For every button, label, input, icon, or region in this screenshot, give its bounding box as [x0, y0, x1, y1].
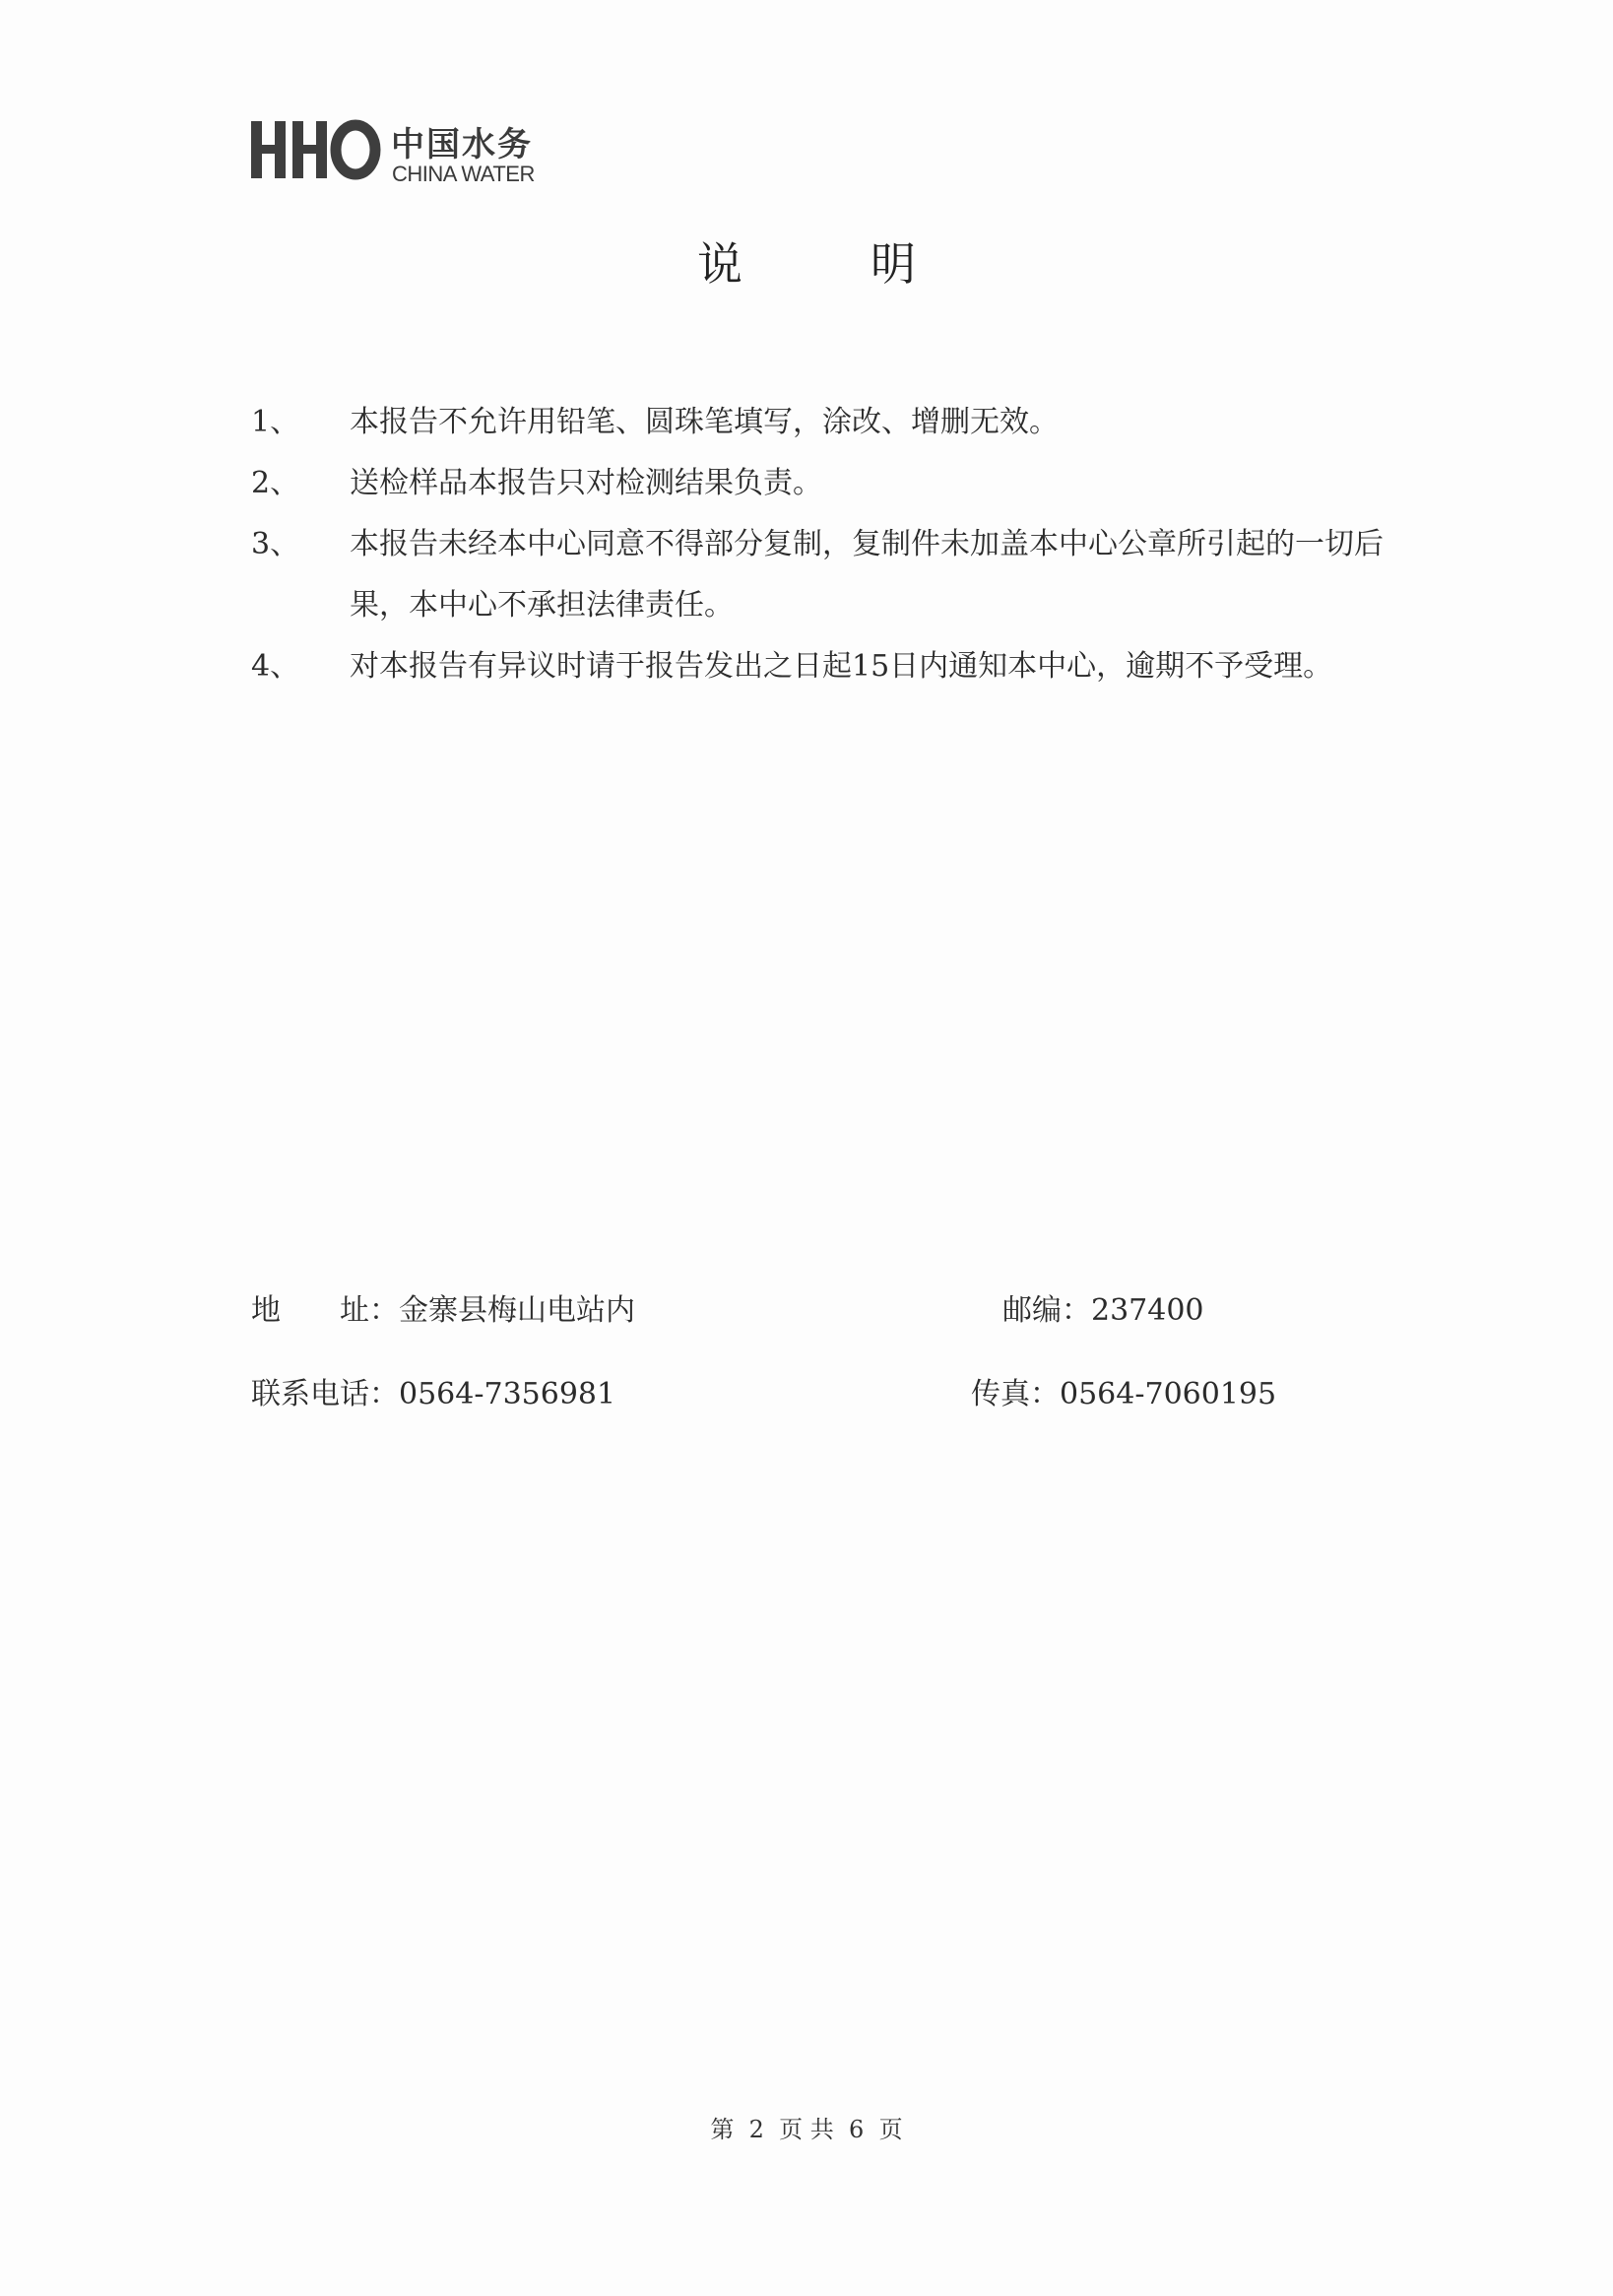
note-item [251, 514, 1384, 636]
postcode-value: 237400 [1091, 1293, 1204, 1328]
company-logo [251, 113, 547, 192]
note-item [251, 453, 1384, 514]
page-title: 说明 [697, 237, 1044, 291]
note-item [251, 392, 1384, 453]
note-text: 送检样品本报告只对检测结果负责。 [350, 466, 822, 500]
phone-value: 0564-7356981 [399, 1377, 616, 1411]
address-label: 地 址： [251, 1293, 399, 1328]
fax-value: 0564-7060195 [1060, 1377, 1277, 1411]
logo-english-text: CHINA WATER [392, 162, 535, 186]
address-line [251, 1285, 635, 1329]
notes-list [251, 392, 1384, 697]
logo-chinese-text: 中国水务 [391, 125, 533, 164]
postcode-line [1002, 1285, 1204, 1329]
address-value: 金寨县梅山电站内 [399, 1293, 635, 1328]
fax-line [971, 1369, 1276, 1412]
note-text: 对本报告有异议时请于报告发出之日起15日内通知本中心，逾期不予受理。 [350, 649, 1333, 684]
note-number: 1、 [251, 405, 300, 439]
note-text: 本报告不允许用铅笔、圆珠笔填写，涂改、增删无效。 [350, 405, 1059, 439]
hho-logo-mark [251, 119, 384, 180]
postcode-label: 邮编： [1002, 1293, 1091, 1328]
note-number: 4、 [251, 649, 300, 684]
page-number-footer: 第 2 页 共 6 页 [710, 2116, 903, 2143]
phone-line [251, 1369, 615, 1412]
note-text: 本报告未经本中心同意不得部分复制，复制件未加盖本中心公章所引起的一切后果，本中心不承担法律责任。 [350, 527, 1384, 623]
note-number: 2、 [251, 466, 300, 500]
note-number: 3、 [251, 527, 300, 561]
phone-label: 联系电话： [251, 1377, 399, 1411]
note-item [251, 636, 1384, 697]
fax-label: 传真： [971, 1377, 1060, 1411]
